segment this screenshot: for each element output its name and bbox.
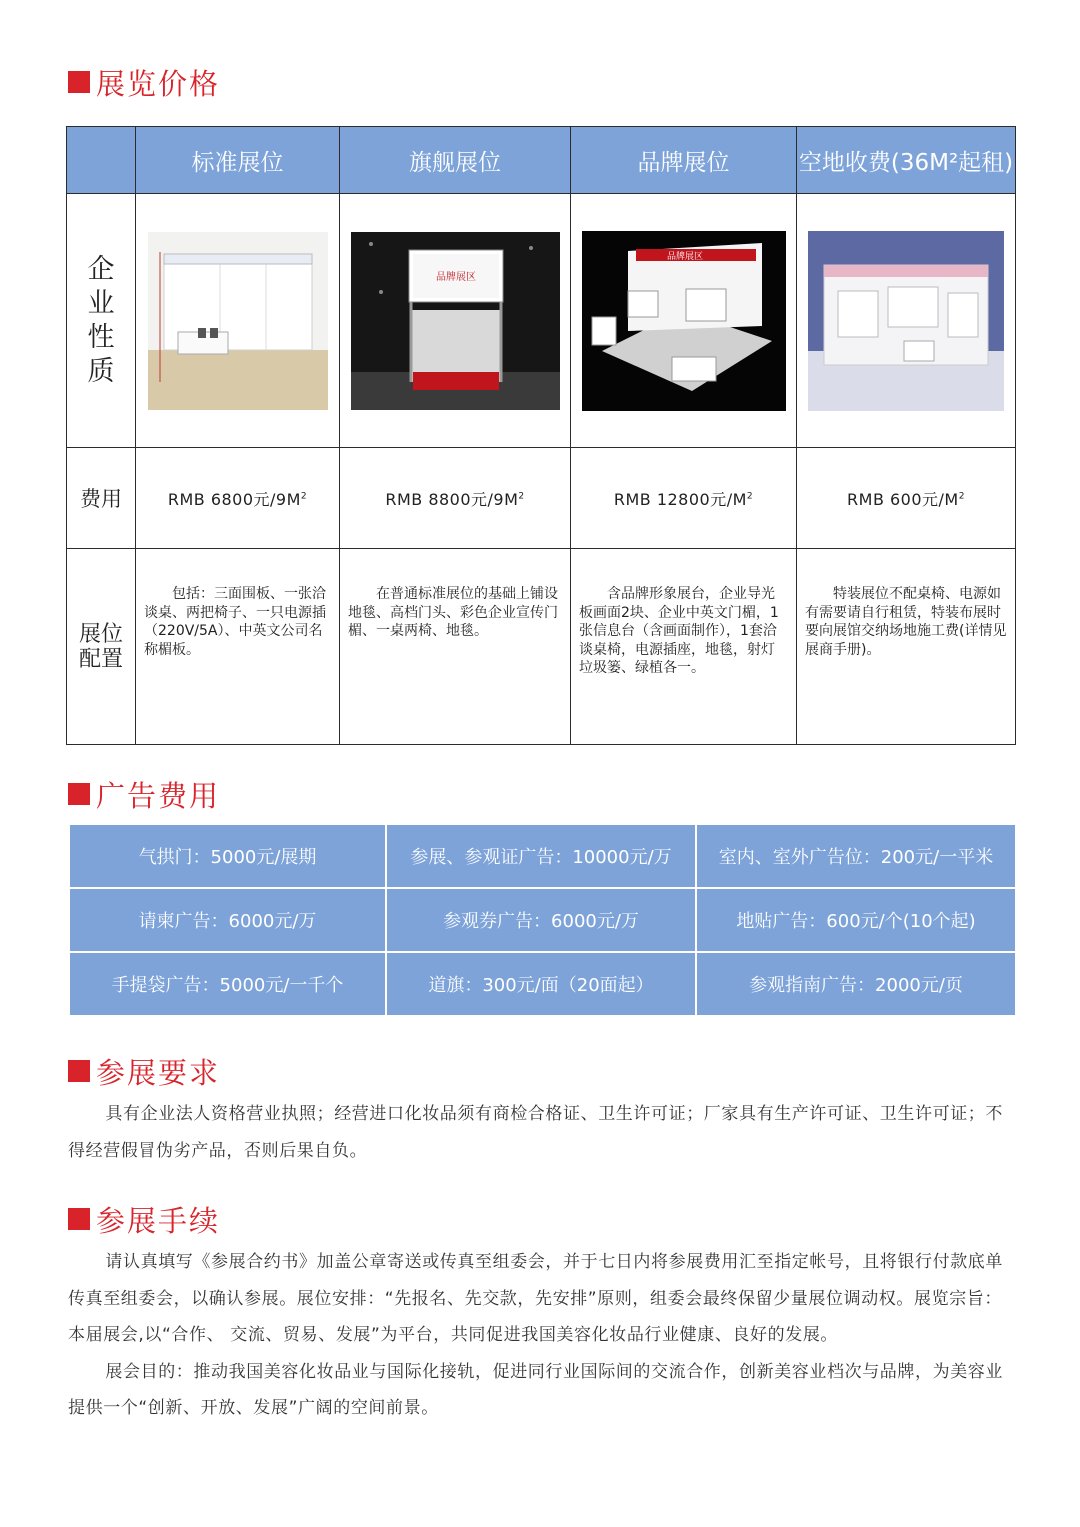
procedure-text [68,1244,1012,1427]
fee-brand: RMB 12800元$/M^2$ [571,448,797,549]
red-square-icon [68,1060,90,1082]
row-label-fee: 费用 [67,448,136,549]
ad-cell: 参观指南广告：2000元/页 [696,952,1016,1016]
fee-open-space: RMB 600元$/M^2$ [797,448,1016,549]
standard-booth-image [136,194,340,448]
booth-price-table [66,126,1016,745]
table-row-config [67,549,1016,745]
section-title-procedure: 参展手续 [68,1199,220,1239]
ad-cell: 手提袋广告：5000元/一千个 [69,952,386,1016]
ad-cell: 室内、室外广告位：200元/一平米 [696,824,1016,888]
flagship-booth-image [340,194,571,448]
red-square-icon [68,71,90,93]
fee-flagship: RMB 8800元$/9M^2$ [340,448,571,549]
table-row [69,824,1016,888]
ad-cell: 参观券广告：6000元/万 [386,888,696,952]
table-row-fee [67,448,1016,549]
procedure-paragraph: 展会目的：推动我国美容化妆品业与国际化接轨，促进同行业国际间的交流合作，创新美容业档次与品牌，为美容业提供一个“创新、开放、发展”广阔的空间前景。 [68,1361,1003,1418]
section-title-price: 展览价格 [68,62,220,102]
open-space-booth-image [797,194,1016,448]
config-flagship: 在普通标准展位的基础上铺设地毯、高档门头、彩色企业宣传门楣、一桌两椅、地毯。 [340,549,571,745]
requirements-text: 具有企业法人资格营业执照；经营进口化妆品须有商检合格证、卫生许可证；厂家具有生产许可证、卫生许可证；不得经营假冒伪劣产品，否则后果自负。 [68,1104,1003,1161]
section-title-ads: 广告费用 [68,774,220,814]
header-open-space: 空地收费(36M²起租) [797,127,1016,194]
ad-cell: 地贴广告：600元/个(10个起) [696,888,1016,952]
fee-standard: RMB 6800元$/9M^2$ [136,448,340,549]
row-label-config: 展位配置 [67,549,136,745]
ad-cell: 请柬广告：6000元/万 [69,888,386,952]
section-title-requirements: 参展要求 [68,1051,220,1091]
ad-price-table [68,823,1017,1017]
ad-cell: 气拱门：5000元/展期 [69,824,386,888]
table-row [69,952,1016,1016]
header-standard-booth: 标准展位 [136,127,340,194]
table-row-nature [67,194,1016,448]
table-row [69,888,1016,952]
ad-cell: 道旗：300元/面（20面起） [386,952,696,1016]
config-standard: 包括：三面围板、一张洽谈桌、两把椅子、一只电源插（220V/5A）、中英文公司名称楣板。 [136,549,340,745]
header-corner [67,127,136,194]
header-flagship-booth: 旗舰展位 [340,127,571,194]
red-square-icon [68,1208,90,1230]
header-brand-booth: 品牌展位 [571,127,797,194]
config-open-space: 特装展位不配桌椅、电源如有需要请自行租赁，特装布展时要向展馆交纳场地施工费(详情见展商手册)。 [797,549,1016,745]
flagship-banner-text: 品牌展区 [435,271,476,283]
row-label-nature: 企业性质 [67,194,136,448]
config-brand: 含品牌形象展台，企业导光板画面2块、企业中英文门楣，1张信息台（含画面制作），1套洽谈桌椅，电源插座，地毯，射灯垃圾篓、绿植各一。 [571,549,797,745]
brand-booth-image [571,194,797,448]
ad-cell: 参展、参观证广告：10000元/万 [386,824,696,888]
table-header-row [67,127,1016,194]
brand-banner-text: 品牌展区 [666,251,703,262]
red-square-icon [68,783,90,805]
procedure-paragraph: 请认真填写《参展合约书》加盖公章寄送或传真至组委会，并于七日内将参展费用汇至指定帐号，且将银行付款底单传真至组委会，以确认参展。展位安排：“先报名、先交款，先安排”原则，组委会最终保留少量展位调动权。展览宗旨：本届展会,以“合作、 交流、贸易、发展”为平台，共同促进我国美容化妆品行业健康、良好的发展。 [68,1252,1003,1345]
